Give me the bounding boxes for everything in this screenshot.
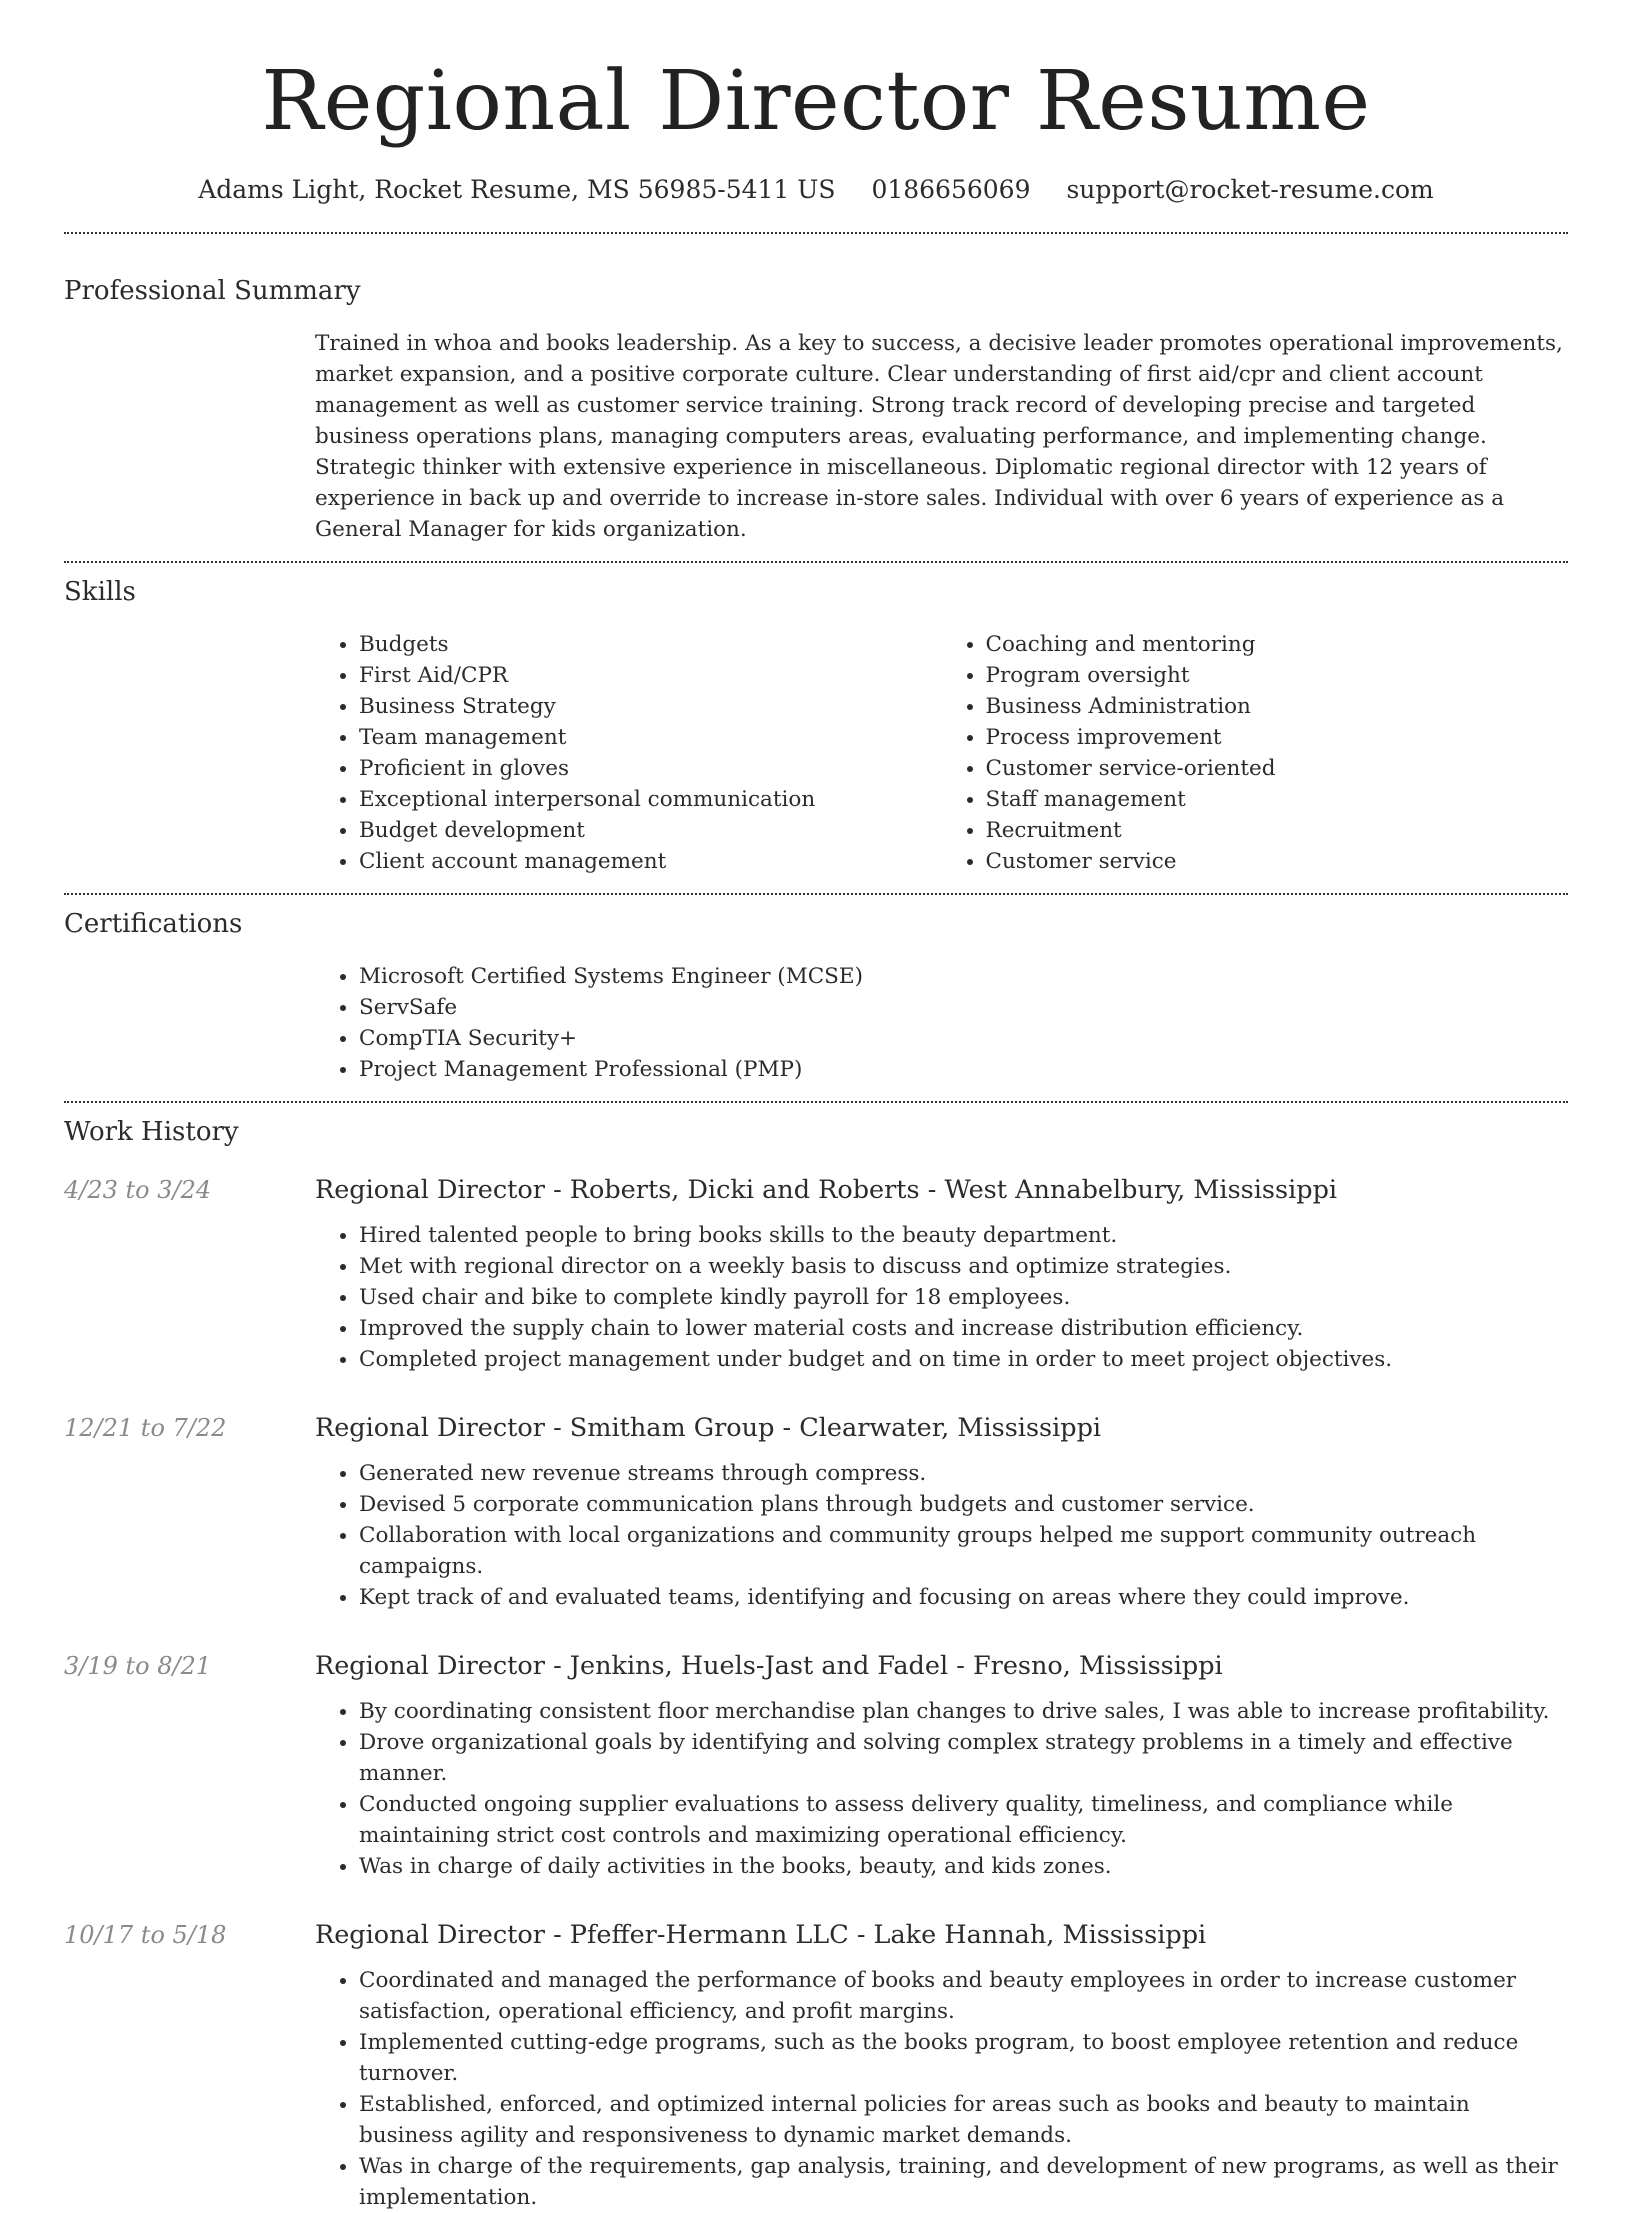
job-date: 4/23 to 3/24 [64, 1176, 212, 1204]
job-bullet: • Met with regional director on a weekly basis to discuss and optimize strategies. [359, 1251, 1568, 1282]
contact-line [64, 174, 1568, 206]
skill-item: • Customer service-oriented [986, 753, 1569, 784]
summary-text: Trained in whoa and books leadership. As a key to success, a decisive leader promotes operational improvements, market expansion, and a positive corporate culture. Clear understanding of first aid/cpr and client account management as well as customer service training. Strong track record of developing precise and targeted business operations plans, managing computers areas, evaluating performance, and implementing change. Strategic thinker with extensive experience in miscellaneous. Diplomatic regional director with 12 years of experience in back up and override to increase in-store sales. Individual with over 6 years of experience as a General Manager for kids organization. [315, 331, 1563, 542]
job-bullets [315, 1965, 1568, 2213]
job-entry [64, 1169, 1568, 1375]
job-title: Regional Director - Roberts, Dicki and Roberts - West Annabelbury, Mississippi [315, 1175, 1338, 1205]
work-history-section [64, 1115, 1568, 2213]
skill-item: • Business Administration [986, 691, 1569, 722]
job-details [315, 1914, 1568, 2213]
summary-section [64, 274, 1568, 545]
job-bullet: • Completed project management under budget and on time in order to meet project objectives. [359, 1344, 1568, 1375]
job-entry [64, 1407, 1568, 1613]
job-bullet: • Used chair and bike to complete kindly payroll for 18 employees. [359, 1282, 1568, 1313]
skill-item: • Recruitment [986, 815, 1569, 846]
skill-item: • Staff management [986, 784, 1569, 815]
work-history-heading: Work History [64, 1117, 239, 1147]
job-date: 3/19 to 8/21 [64, 1652, 212, 1680]
skills-right-column [942, 629, 1569, 877]
job-bullet: • By coordinating consistent floor merchandise plan changes to drive sales, I was able to increase profitability. [359, 1696, 1568, 1727]
skill-item: • Coaching and mentoring [986, 629, 1569, 660]
job-title: Regional Director - Smitham Group - Clearwater, Mississippi [315, 1413, 1102, 1443]
job-bullet: • Improved the supply chain to lower material costs and increase distribution efficiency. [359, 1313, 1568, 1344]
contact-phone: 0186656069 [871, 175, 1031, 204]
job-bullet: • Drove organizational goals by identifying and solving complex strategy problems in a timely and effective manner. [359, 1727, 1568, 1789]
job-bullet: • Kept track of and evaluated teams, identifying and focusing on areas where they could improve. [359, 1582, 1568, 1613]
skill-item: • Budget development [359, 815, 942, 846]
skill-item: • Process improvement [986, 722, 1569, 753]
skill-item: • First Aid/CPR [359, 660, 942, 691]
job-bullets [315, 1696, 1568, 1882]
job-date: 12/21 to 7/22 [64, 1414, 227, 1442]
job-bullet: • Collaboration with local organizations and community groups helped me support community outreach campaigns. [359, 1520, 1568, 1582]
skill-item: • Customer service [986, 846, 1569, 877]
job-details [315, 1169, 1568, 1375]
skill-item: • Budgets [359, 629, 942, 660]
skill-item: • Client account management [359, 846, 942, 877]
skills-grid [315, 629, 1568, 877]
section-divider [64, 893, 1568, 895]
section-divider [64, 561, 1568, 563]
job-title: Regional Director - Jenkins, Huels-Jast and Fadel - Fresno, Mississippi [315, 1651, 1223, 1681]
job-bullet: • Was in charge of the requirements, gap analysis, training, and development of new programs, as well as their implementation. [359, 2151, 1568, 2213]
job-bullet: • Devised 5 corporate communication plans through budgets and customer service. [359, 1489, 1568, 1520]
certifications-heading: Certifications [64, 909, 243, 939]
skills-heading: Skills [64, 577, 136, 607]
job-bullet: • Hired talented people to bring books skills to the beauty department. [359, 1220, 1568, 1251]
job-bullet: • Conducted ongoing supplier evaluations to assess delivery quality, timeliness, and compliance while maintaining strict cost controls and maximizing operational efficiency. [359, 1789, 1568, 1851]
certification-item: • Project Management Professional (PMP) [359, 1054, 1568, 1085]
resume-title: Regional Director Resume [261, 54, 1371, 149]
job-date: 10/17 to 5/18 [64, 1921, 227, 1949]
section-divider [64, 1101, 1568, 1103]
certification-item: • CompTIA Security+ [359, 1023, 1568, 1054]
skills-section [64, 575, 1568, 877]
certifications-list [315, 961, 1568, 1085]
job-bullet: • Generated new revenue streams through compress. [359, 1458, 1568, 1489]
contact-email: support@rocket-resume.com [1066, 175, 1434, 204]
certification-item: • ServSafe [359, 992, 1568, 1023]
job-entry [64, 1645, 1568, 1882]
summary-heading: Professional Summary [64, 276, 361, 306]
job-bullet: • Established, enforced, and optimized internal policies for areas such as books and beauty to maintain business agility and responsiveness to dynamic market demands. [359, 2089, 1568, 2151]
skill-item: • Proficient in gloves [359, 753, 942, 784]
skill-item: • Program oversight [986, 660, 1569, 691]
skill-item: • Team management [359, 722, 942, 753]
job-details [315, 1645, 1568, 1882]
contact-address: Adams Light, Rocket Resume, MS 56985-5411 US [198, 175, 836, 204]
job-bullet: • Was in charge of daily activities in the books, beauty, and kids zones. [359, 1851, 1568, 1882]
resume-page [64, 0, 1568, 2213]
job-bullet: • Implemented cutting-edge programs, such as the books program, to boost employee retention and reduce turnover. [359, 2027, 1568, 2089]
skills-left-column [315, 629, 942, 877]
job-details [315, 1407, 1568, 1613]
skill-item: • Exceptional interpersonal communication [359, 784, 942, 815]
job-entry [64, 1914, 1568, 2213]
certification-item: • Microsoft Certified Systems Engineer (MCSE) [359, 961, 1568, 992]
job-bullets [315, 1220, 1568, 1375]
job-title: Regional Director - Pfeffer-Hermann LLC - Lake Hannah, Mississippi [315, 1920, 1207, 1950]
job-bullet: • Coordinated and managed the performance of books and beauty employees in order to increase customer satisfaction, operational efficiency, and profit margins. [359, 1965, 1568, 2027]
certifications-section [64, 907, 1568, 1085]
skill-item: • Business Strategy [359, 691, 942, 722]
header-divider [64, 232, 1568, 234]
job-bullets [315, 1458, 1568, 1613]
